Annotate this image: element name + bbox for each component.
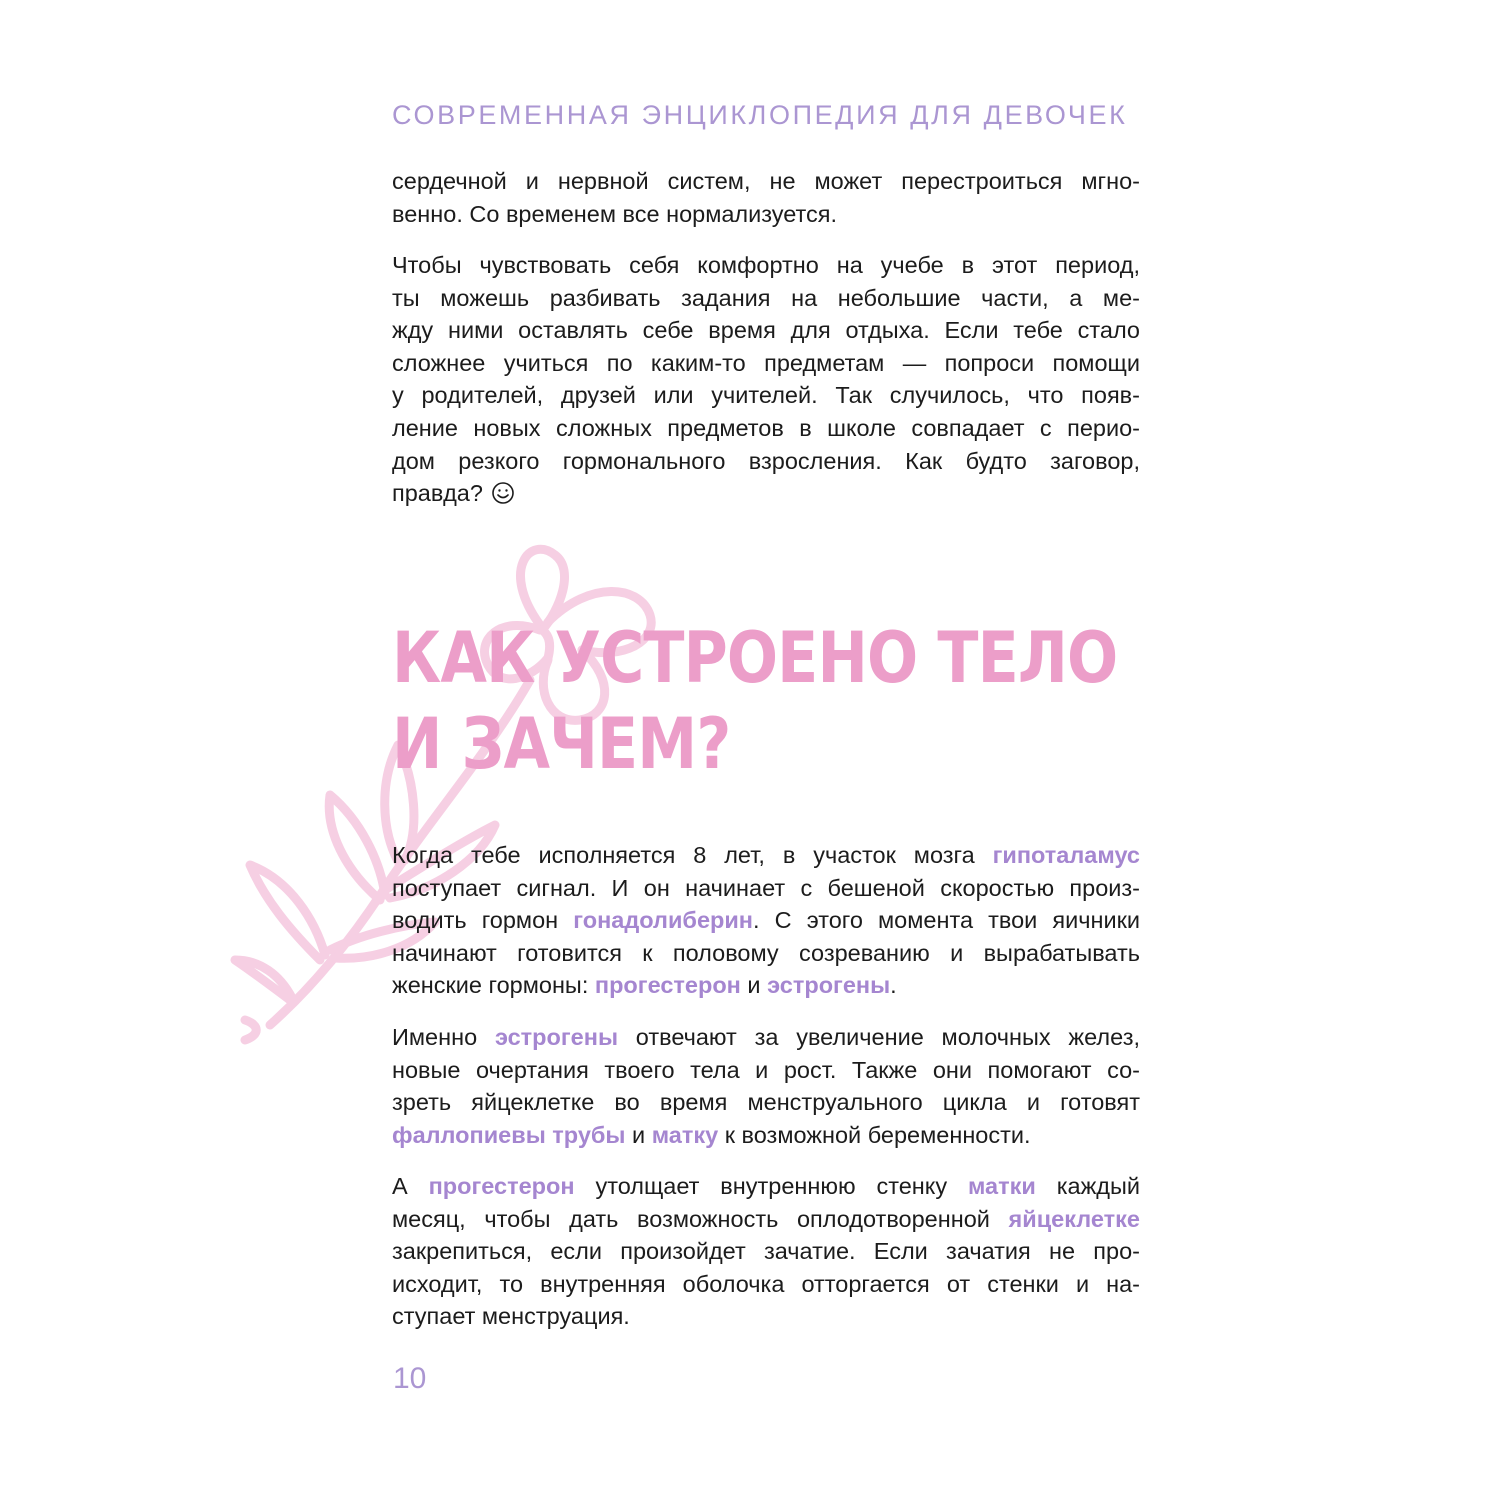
term-highlight: фаллопиевы трубы	[392, 1121, 626, 1148]
text-line	[392, 839, 1140, 872]
section-heading-line: И ЗАЧЕМ?	[392, 703, 731, 785]
text-line: Чтобы чувствовать себя комфортно на учебе в этот период,	[392, 252, 1140, 278]
term-highlight: матки	[967, 1173, 1036, 1199]
text-line: ление новых сложных предметов в школе совпадает с перио-	[392, 414, 1140, 441]
term-highlight: гипоталамус	[992, 842, 1140, 868]
smiley-face-icon	[491, 481, 515, 505]
text-line	[392, 904, 1140, 937]
text-fragment: Именно	[392, 1024, 478, 1050]
text-line: ступает менструация.	[392, 1303, 630, 1330]
text-line: венно. Со временем все нормализуется.	[392, 200, 838, 227]
text-line-last	[392, 477, 1140, 510]
text-line: ты можешь разбивать задания на небольшие части, а ме-	[392, 284, 1140, 311]
term-highlight: эстрогены	[767, 972, 891, 999]
term-highlight: матку	[651, 1121, 719, 1148]
text-line: зреть яйцеклетке во время менструального цикла и готовят	[392, 1089, 1140, 1116]
running-header: СОВРЕМЕННАЯ ЭНЦИКЛОПЕДИЯ ДЛЯ ДЕВОЧЕК	[392, 100, 1128, 130]
text-line	[392, 969, 1140, 1002]
text-fragment: каждый	[1056, 1173, 1141, 1199]
page-number: 10	[393, 1362, 427, 1395]
text-fragment: . С этого момента твои яичники	[753, 907, 1141, 934]
term-highlight: прогестерон	[594, 972, 741, 999]
term-highlight: эстрогены	[494, 1024, 619, 1050]
term-highlight: прогестерон	[428, 1173, 575, 1199]
text-fragment: и	[632, 1121, 646, 1148]
text-line: жду ними оставлять себе время для отдыха. Если тебе стало	[392, 317, 1140, 344]
text-fragment: и	[747, 972, 761, 999]
paragraph-hypothalamus	[392, 839, 1140, 1002]
text-fragment: Когда тебе исполняется 8 лет, в участок мозга	[392, 842, 975, 868]
paragraph-intro-continuation	[392, 165, 1140, 230]
text-line: дом резкого гормонального взросления. Как будто заговор,	[392, 447, 1140, 474]
text-line: начинают готовится к половому созреванию и вырабатывать	[392, 939, 1140, 966]
text-line	[392, 1170, 1140, 1203]
text-line: сложнее учиться по каким-то предметам — попроси помощи	[392, 349, 1140, 376]
text-line: новые очертания твоего тела и рост. Также они помогают со-	[392, 1056, 1140, 1083]
text-line	[392, 1021, 1140, 1054]
text-fragment: женские гормоны:	[392, 972, 589, 999]
text-fragment: А	[392, 1173, 408, 1199]
paragraph-progesterone	[392, 1170, 1140, 1333]
section-heading-line: КАК УСТРОЕНО ТЕЛО	[392, 617, 1118, 699]
text-fragment: водить гормон	[392, 907, 559, 934]
term-highlight: гонадолиберин	[573, 907, 754, 934]
text-line: закрепиться, если произойдет зачатие. Если зачатия не про-	[392, 1238, 1140, 1265]
text-fragment: месяц, чтобы дать возможность оплодотворенной	[392, 1205, 990, 1232]
paragraph-study-tips	[392, 249, 1140, 510]
term-highlight: яйцеклетке	[1008, 1205, 1140, 1232]
text-fragment: утолщает внутреннюю стенку	[595, 1173, 948, 1199]
paragraph-estrogens	[392, 1021, 1140, 1151]
text-fragment: к возможной беременности.	[724, 1121, 1031, 1148]
section-heading	[392, 615, 1118, 787]
text-fragment: отвечают за увеличение молочных желез,	[635, 1024, 1141, 1050]
text-line: исходит, то внутренняя оболочка отторгается от стенки и на-	[392, 1270, 1140, 1297]
text-line	[392, 1203, 1140, 1236]
text-fragment: .	[890, 972, 897, 999]
text-fragment: правда?	[392, 480, 483, 507]
text-line: сердечной и нервной систем, не может перестроиться мгно-	[392, 168, 1140, 194]
text-line	[392, 1119, 1140, 1152]
text-line: поступает сигнал. И он начинает с бешеной скоростью произ-	[392, 874, 1140, 901]
text-line: у родителей, друзей или учителей. Так случилось, что появ-	[392, 382, 1140, 409]
